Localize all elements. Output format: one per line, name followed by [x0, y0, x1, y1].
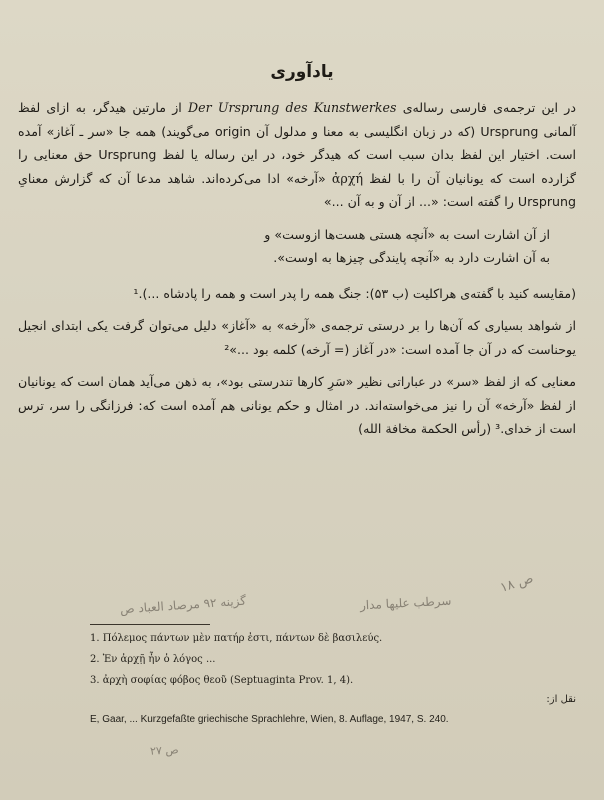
footnote-divider: [90, 624, 210, 625]
page-title: یادآوری: [270, 62, 334, 82]
handwritten-note-1: گزینه ۹۲ مرصاد العباد ص: [119, 593, 247, 617]
main-text: [18, 96, 586, 450]
footnote-3: 3. ἀρχὴ σοφίας φόβος θεοῦ (Septuaginta Prov. 1, 4).: [90, 675, 354, 686]
book-title-german: Der Ursprung des Kunstwerkes: [188, 100, 397, 115]
source-label: نقل از:: [546, 694, 576, 705]
paragraph-1: در این ترجمه‌ی فارسی رساله‌ی Der Ursprung des Kunstwerkes از مارتین هیدگر، به ازای لفظ آلمانی Ursprung (که در زبان انگلیسی به معنا و مدلول آن origin می‌گویند) همه جا «سر ـ آغاز» آمده است. اختیار این لفظ بدان سبب است که هیدگر خود، در این رساله یا لفظ Ursprung حق معنایی را گزارده است که یونانیان آن را با لفظ ἀρχή «آرخه» ادا می‌کرده‌اند. شاهد مدعا آن که گزارش معنایِ Ursprung را گفته است: «... از آن و به آن ...»: [18, 100, 577, 209]
footnote-1: 1. Πόλεμος πάντων μὲν πατήρ ἐστι, πάντων δὲ βασιλεύς.: [90, 633, 383, 644]
paragraph-2: (مقایسه کنید با گفته‌ی هراکلیت (ب ۵۳): جنگ همه را پدر است و همه را پادشاه ...).¹: [133, 285, 576, 301]
handwritten-note-2: سرطب علیها مدار: [359, 593, 452, 613]
quote-line-1: از آن اشارت است به «آنچه هستی هست‌ها ازوست» و: [264, 226, 550, 242]
source-citation: E, Gaar, ... Kurzgefaßte griechische Sprachlehre, Wien, 8. Auflage, 1947, S. 240.: [90, 714, 449, 725]
handwritten-note-3: ص ۱۸: [498, 571, 536, 596]
quote-block: [18, 223, 550, 270]
footnote-2: 2. Ἐν ἀρχῇ ἦν ὁ λόγος ...: [90, 654, 216, 665]
paragraph-4: معنایی که از لفظ «سر» در عباراتی نظیر «سَرِ کارها تندرستی بود»، به ذهن می‌آید همان است که یونانیان از لفظ «آرخه» آن را نیز می‌خواسته‌اند. در امثال و حکم یونانی هم آمده است که: فرزانگی را سر، ترس است از خدای.³ (رأس الحکمة مخافة الله): [18, 374, 576, 436]
footnotes: [90, 628, 570, 691]
paragraph-3: از شواهد بسیاری که آن‌ها را بر درستی ترجمه‌ی «آرخه» به «آغاز» دلیل می‌توان گرفت یکی ابتدای انجیل یوحناست که در آن جا آمده است: «در آغاز (= آرخه) کلمه بود ...»²: [18, 318, 576, 357]
handwritten-note-4: ص ۲۷: [149, 743, 179, 758]
greek-word: ἀρχή: [331, 170, 364, 186]
quote-line-2: به آن اشارت دارد به «آنچه پایندگی چیزها به اوست».: [273, 250, 550, 265]
